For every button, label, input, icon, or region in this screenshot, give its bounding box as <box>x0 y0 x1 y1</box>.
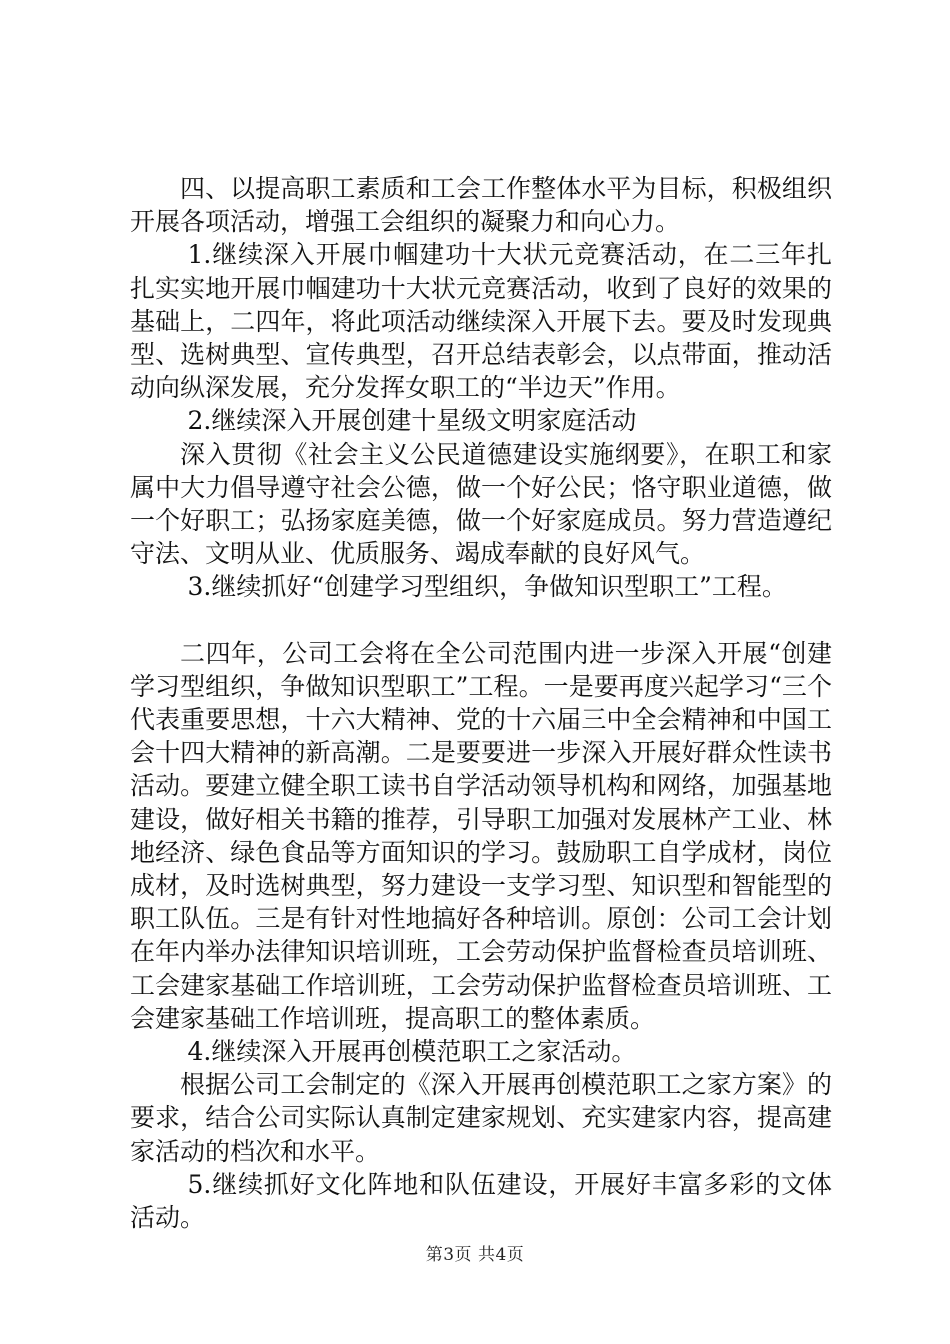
document-body <box>130 172 832 1234</box>
section-heading-four: 四、以提高职工素质和工会工作整体水平为目标，积极组织开展各项活动，增强工会组织的凝聚力和向心力。 <box>130 174 832 237</box>
item-four-body: 根据公司工会制定的《深入开展再创模范职工之家方案》的要求，结合公司实际认真制定建家规划、充实建家内容，提高建家活动的档次和水平。 <box>130 1070 832 1166</box>
item-two-body: 深入贯彻《社会主义公民道德建设实施纲要》，在职工和家属中大力倡导遵守社会公德，做一个好公民；恪守职业道德，做一个好职工；弘扬家庭美德，做一个好家庭成员。努力营造遵纪守法、文明从业、优质服务、竭成奉献的良好风气。 <box>130 439 832 569</box>
item-three-heading: 3.继续抓好“创建学习型组织，争做知识型职工”工程。 <box>187 572 787 602</box>
item-four-heading: 4.继续深入开展再创模范职工之家活动。 <box>187 1037 637 1067</box>
item-three-body: 二四年，公司工会将在全公司范围内进一步深入开展“创建学习型组织，争做知识型职工”工程。一是要再度兴起学习“三个代表重要思想，十六大精神、党的十六届三中全会精神和中国工会十四大精神的新高潮。二是要要进一步深入开展好群众性读书活动。要建立健全职工读书自学活动领导机构和网络，加强基地建设，做好相关书籍的推荐，引导职工加强对发展林产工业、林地经济、绿色食品等方面知识的学习。鼓励职工自学成材，岗位成材，及时选树典型，努力建设一支学习型、知识型和智能型的职工队伍。三是有针对性地搞好各种培训。原创：公司工会计划在年内举办法律知识培训班，工会劳动保护监督检查员培训班、工会建家基础工作培训班，工会劳动保护监督检查员培训班、工会建家基础工作培训班，提高职工的整体素质。 <box>130 638 832 1033</box>
item-two-heading: 2.继续深入开展创建十星级文明家庭活动 <box>187 406 637 436</box>
item-five: 5.继续抓好文化阵地和队伍建设，开展好丰富多彩的文体活动。 <box>130 1169 832 1233</box>
page-footer: 第3页 共4页 <box>425 1245 525 1265</box>
item-one: 1.继续深入开展巾帼建功十大状元竞赛活动，在二三年扎扎实实地开展巾帼建功十大状元竞赛活动，收到了良好的效果的基础上，二四年，将此项活动继续深入开展下去。要及时发现典型、选树典型、宣传典型，召开总结表彰会，以点带面，推动活动向纵深发展，充分发挥女职工的“半边天”作用。 <box>130 240 832 403</box>
